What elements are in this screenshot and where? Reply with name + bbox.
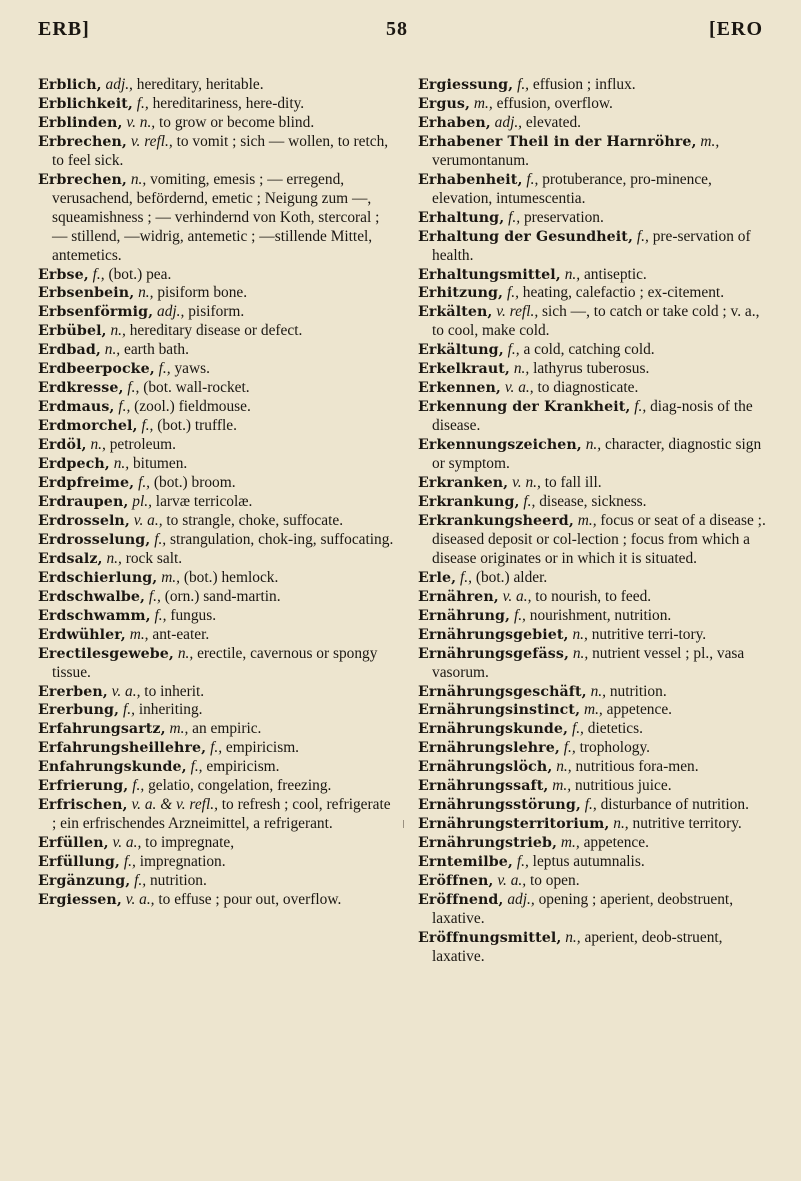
entry-definition: nourishment, nutrition. (529, 606, 672, 624)
entry-headword: Erdwühler, (38, 626, 126, 643)
entry-headword: Ernährungsgefäss, (418, 645, 569, 662)
dictionary-entry (38, 626, 394, 645)
entry-definition: nutritious fora-men. (575, 758, 699, 776)
running-head-left: ERB] (38, 18, 90, 40)
dictionary-entry (418, 853, 766, 872)
dictionary-entry (38, 872, 394, 891)
dictionary-entry (418, 341, 766, 360)
entry-definition: (bot.) broom. (153, 474, 236, 492)
dictionary-entry (418, 95, 766, 114)
dictionary-entry (38, 455, 394, 474)
entry-definition: preservation. (523, 208, 604, 226)
dictionary-entry (418, 834, 766, 853)
entry-definition: to grow or become blind. (159, 113, 315, 131)
dictionary-entry (418, 266, 766, 285)
dictionary-entry (38, 796, 394, 834)
entry-headword: Erkennungszeichen, (418, 437, 582, 454)
entry-grammar: n., (590, 682, 606, 700)
entry-definition: antiseptic. (583, 265, 647, 283)
entry-headword: Erbrechen, (38, 133, 127, 150)
entry-grammar: m., (473, 94, 493, 112)
entry-definition: ant-eater. (152, 625, 210, 643)
entry-definition: nutrition. (149, 872, 207, 890)
entry-headword: Erkennung der Krankheit, (418, 399, 631, 416)
entry-grammar: n., (113, 455, 130, 473)
dictionary-entry (418, 76, 766, 95)
dictionary-entry (38, 303, 394, 322)
entry-headword: Erdbeerpocke, (38, 361, 155, 378)
entry-grammar: m., (552, 777, 572, 795)
dictionary-entry (38, 853, 394, 872)
column-divider-mark (403, 820, 404, 828)
dictionary-entry (38, 436, 394, 455)
entry-headword: Erkranken, (418, 475, 509, 492)
dictionary-entry (38, 588, 394, 607)
entry-headword: Ererben, (38, 683, 108, 700)
entry-grammar: v. a., (133, 511, 163, 529)
dictionary-entry (418, 796, 766, 815)
entry-headword: Erdpfreime, (38, 475, 135, 492)
entry-definition: pisiform. (188, 303, 245, 321)
entry-definition: opening ; aperient, deobstruent, laxative. (432, 890, 734, 927)
entry-headword: Erhabener Theil in der Harnröhre, (418, 133, 697, 150)
entry-definition: appetence. (606, 701, 673, 719)
entry-headword: Erhitzung, (418, 285, 504, 302)
entry-definition: hereditary, heritable. (136, 76, 264, 93)
dictionary-entry (418, 929, 766, 967)
entry-grammar: f., (636, 227, 649, 245)
entry-headword: Erfahrungsartz, (38, 721, 166, 738)
entry-headword: Ergiessen, (38, 891, 122, 908)
entry-definition: dietetics. (587, 720, 643, 738)
entry-grammar: pl., (132, 492, 152, 510)
entry-headword: Erfrierung, (38, 778, 129, 795)
entry-definition: rock salt. (125, 549, 183, 567)
entry-definition: lathyrus tuberosus. (533, 360, 650, 378)
entry-grammar: v. n., (512, 474, 541, 492)
entry-definition: empiricism. (206, 758, 280, 776)
entry-headword: Erfüllung, (38, 854, 120, 871)
entry-headword: Erbübel, (38, 323, 107, 340)
left-column (38, 76, 394, 910)
entry-headword: Erdsalz, (38, 550, 103, 567)
dictionary-entry (418, 739, 766, 758)
dictionary-entry (38, 341, 394, 360)
entry-grammar: n., (106, 549, 122, 567)
entry-headword: Erectilesgewebe, (38, 645, 174, 662)
entry-headword: Erntemilbe, (418, 854, 513, 871)
entry-grammar: f., (513, 606, 526, 624)
entry-grammar: n., (90, 436, 106, 454)
dictionary-entry (418, 626, 766, 645)
dictionary-entry (38, 493, 394, 512)
entry-grammar: n., (556, 758, 572, 776)
entry-grammar: adj., (105, 76, 133, 93)
entry-definition: nutrient vessel ; pl., vasa vasorum. (432, 644, 745, 681)
entry-headword: Ernährung, (418, 607, 511, 624)
entry-grammar: f., (154, 606, 167, 624)
entry-headword: Erdschwalbe, (38, 588, 146, 605)
entry-grammar: adj., (157, 303, 185, 321)
entry-definition: (bot.) pea. (108, 265, 172, 283)
entry-definition: (bot.) truffle. (157, 417, 237, 435)
entry-headword: Ergänzung, (38, 873, 131, 890)
entry-headword: Erhaltung, (418, 209, 505, 226)
entry-headword: Ernährungsgebiet, (418, 626, 569, 643)
entry-headword: Erdrosselung, (38, 531, 151, 548)
dictionary-entry (418, 872, 766, 891)
entry-grammar: n., (565, 928, 581, 946)
entry-headword: Ergiessung, (418, 77, 514, 93)
entry-grammar: n., (564, 265, 581, 283)
dictionary-entry (418, 607, 766, 626)
dictionary-entry (418, 891, 766, 929)
dictionary-entry (38, 284, 394, 303)
entry-grammar: f., (563, 739, 576, 757)
entry-grammar: f., (523, 492, 536, 510)
dictionary-entry (418, 569, 766, 588)
entry-headword: Ererbung, (38, 702, 120, 719)
entry-headword: Ernährungsstörung, (418, 797, 581, 814)
entry-headword: Erkältung, (418, 342, 504, 359)
dictionary-entry (38, 114, 394, 133)
entry-headword: Erdmaus, (38, 399, 115, 416)
entry-definition: disease, sickness. (539, 492, 647, 510)
entry-headword: Erhabenheit, (418, 171, 523, 188)
entry-definition: (bot.) alder. (475, 568, 548, 586)
entry-definition: diag-nosis of the disease. (432, 398, 753, 435)
entry-grammar: n., (110, 322, 126, 340)
dictionary-entry (418, 588, 766, 607)
entry-definition: nutritive terri-tory. (591, 625, 707, 643)
entry-grammar: f., (158, 360, 171, 378)
entry-definition: impregnation. (139, 853, 226, 871)
dictionary-entry (38, 569, 394, 588)
dictionary-entry (418, 645, 766, 683)
entry-definition: nutrition. (609, 682, 667, 700)
entry-definition: gelatio, congelation, freezing. (148, 777, 332, 795)
entry-definition: vomiting, emesis ; — erregend, verusachend, befördernd, emetic ; Neigung zum —, squeamishness ; — verhindernd von Koth, stercoral ; — stillend, —widrig, antemetic ; —stillende Mittel, antemetics. (52, 170, 380, 264)
entry-definition: (orn.) sand-martin. (164, 587, 281, 605)
entry-definition: to vomit ; sich — wollen, to retch, to feel sick. (52, 132, 389, 169)
entry-grammar: f., (154, 530, 167, 548)
dictionary-entry (38, 360, 394, 379)
dictionary-entry (38, 645, 394, 683)
entry-grammar: v. a., (497, 872, 527, 890)
entry-grammar: n., (138, 284, 154, 302)
entry-grammar: v. a., (504, 379, 534, 397)
entry-headword: Ernährungstrieb, (418, 835, 558, 852)
entry-definition: pre-servation of health. (432, 227, 751, 264)
entry-definition: earth bath. (124, 341, 189, 359)
entry-definition: to effuse ; pour out, overflow. (158, 890, 342, 908)
entry-definition: hereditary disease or defect. (129, 322, 303, 340)
entry-headword: Erhaben, (418, 114, 491, 131)
entry-definition: effusion, overflow. (496, 94, 613, 112)
entry-headword: Erdschwamm, (38, 607, 151, 624)
entry-headword: Erdschierlung, (38, 569, 158, 586)
entry-definition: yaws. (174, 360, 210, 378)
entry-headword: Ergus, (418, 95, 471, 112)
dictionary-entry (418, 436, 766, 474)
entry-definition: character, diagnostic sign or symptom. (432, 436, 762, 473)
entry-headword: Ernährungsterritorium, (418, 816, 610, 833)
entry-grammar: n., (572, 625, 588, 643)
page-number: 58 (386, 18, 408, 40)
dictionary-entry (418, 512, 766, 569)
entry-grammar: f., (507, 341, 520, 359)
entry-grammar: adj., (507, 890, 535, 908)
entry-headword: Erdöl, (38, 437, 87, 454)
entry-grammar: f., (460, 568, 472, 586)
entry-headword: Erdpech, (38, 456, 110, 473)
entry-grammar: n., (513, 360, 530, 378)
entry-definition: a cold, catching cold. (523, 341, 655, 359)
entry-grammar: f., (138, 474, 151, 492)
dictionary-entry (38, 739, 394, 758)
entry-grammar: v. a., (502, 587, 532, 605)
entry-definition: focus or seat of a disease ;. diseased deposit or col-lection ; focus from which a disease originates or in which it is situated. (432, 511, 766, 567)
entry-headword: Erkelkraut, (418, 361, 510, 378)
entry-grammar: f., (148, 587, 161, 605)
entry-grammar: f., (132, 777, 145, 795)
entry-grammar: f., (508, 208, 521, 226)
entry-definition: to refresh ; cool, refrigerate ; ein erfrischendes Arzneimittel, a refrigerant. (52, 796, 391, 833)
dictionary-entry (418, 379, 766, 398)
entry-definition: to fall ill. (544, 474, 602, 492)
dictionary-entry (38, 683, 394, 702)
entry-definition: to impregnate, (145, 834, 235, 852)
entry-headword: Erkrankungsheerd, (418, 512, 574, 529)
entry-definition: an empiric. (192, 720, 262, 738)
entry-headword: Erle, (418, 569, 457, 586)
entry-definition: aperient, deob-struent, laxative. (432, 928, 723, 965)
dictionary-entry (38, 474, 394, 493)
entry-grammar: n., (572, 644, 589, 662)
entry-grammar: v. a., (111, 682, 141, 700)
entry-headword: Ernährungslehre, (418, 740, 560, 757)
entry-grammar: n., (585, 436, 602, 454)
dictionary-entry (418, 114, 766, 133)
entry-grammar: adj., (494, 113, 523, 131)
entry-grammar: f., (92, 265, 105, 283)
entry-definition: to diagnosticate. (537, 379, 639, 397)
dictionary-entry (418, 171, 766, 209)
entry-headword: Eröffnend, (418, 891, 504, 908)
entry-grammar: f., (571, 720, 584, 738)
entry-headword: Erdrosseln, (38, 512, 130, 529)
entry-headword: Erhaltung der Gesundheit, (418, 228, 633, 245)
entry-grammar: f., (127, 379, 140, 397)
dictionary-entry (418, 209, 766, 228)
dictionary-entry (38, 133, 394, 171)
dictionary-entry (38, 607, 394, 626)
entry-grammar: f., (517, 76, 530, 93)
entry-definition: effusion ; influx. (532, 76, 636, 93)
entry-grammar: n., (104, 341, 121, 359)
entry-grammar: f., (526, 170, 539, 188)
entry-definition: inheriting. (138, 701, 203, 719)
entry-grammar: m., (583, 701, 603, 719)
entry-headword: Eröffnen, (418, 873, 494, 890)
entry-definition: (zool.) fieldmouse. (134, 398, 251, 416)
entry-definition: petroleum. (109, 436, 176, 454)
entry-grammar: f., (516, 853, 529, 871)
entry-headword: Enfahrungskunde, (38, 759, 187, 776)
dictionary-entry (38, 417, 394, 436)
entry-grammar: f., (506, 284, 519, 302)
entry-grammar: f., (634, 398, 647, 416)
entry-headword: Erdmorchel, (38, 418, 138, 435)
dictionary-entry (38, 398, 394, 417)
entry-headword: Ernährungssaft, (418, 778, 549, 795)
dictionary-entry (418, 815, 766, 834)
entry-definition: (bot. wall-rocket. (143, 379, 250, 397)
entry-grammar: m., (577, 511, 597, 529)
entry-grammar: f., (136, 94, 149, 112)
dictionary-entry (418, 683, 766, 702)
entry-headword: Eröffnungsmittel, (418, 929, 562, 946)
entry-definition: pisiform bone. (157, 284, 248, 302)
entry-grammar: f., (210, 739, 223, 757)
dictionary-entry (418, 701, 766, 720)
dictionary-entry (418, 228, 766, 266)
entry-headword: Erkälten, (418, 304, 493, 321)
entry-grammar: n., (613, 815, 629, 833)
entry-headword: Erfüllen, (38, 835, 109, 852)
entry-grammar: v. a., (112, 834, 142, 852)
entry-headword: Erbsenförmig, (38, 304, 154, 321)
entry-grammar: v. n., (126, 113, 156, 131)
dictionary-entry (38, 171, 394, 266)
entry-grammar: f., (123, 853, 136, 871)
entry-grammar: m., (169, 720, 189, 738)
entry-headword: Ernährungslöch, (418, 759, 553, 776)
entry-headword: Erhaltungsmittel, (418, 266, 561, 283)
entry-headword: Erkrankung, (418, 493, 520, 510)
dictionary-entry (38, 550, 394, 569)
entry-definition: to open. (529, 872, 580, 890)
entry-grammar: v. a., (125, 890, 155, 908)
entry-headword: Erkennen, (418, 380, 501, 397)
dictionary-entry (418, 777, 766, 796)
entry-definition: empiricism. (225, 739, 300, 757)
entry-definition: protuberance, pro-minence, elevation, intumescentia. (432, 170, 712, 207)
entry-definition: to nourish, to feed. (535, 587, 652, 605)
entry-grammar: f., (118, 398, 131, 416)
entry-headword: Erdkresse, (38, 380, 124, 397)
dictionary-entry (418, 360, 766, 379)
entry-definition: sich —, to catch or take cold ; v. a., to cool, make cold. (432, 303, 760, 340)
entry-grammar: f., (134, 872, 147, 890)
entry-grammar: f., (122, 701, 135, 719)
entry-definition: nutritious juice. (574, 777, 672, 795)
dictionary-entry (38, 701, 394, 720)
entry-grammar: n., (130, 170, 147, 188)
entry-grammar: n., (177, 644, 194, 662)
entry-definition: hereditariness, here-dity. (152, 94, 305, 112)
entry-grammar: f., (141, 417, 154, 435)
entry-headword: Ernährungsgeschäft, (418, 683, 587, 700)
entry-definition: strangulation, chok-ing, suffocating. (170, 530, 394, 548)
entry-definition: verumontanum. (432, 151, 530, 169)
entry-headword: Erfrischen, (38, 797, 128, 814)
dictionary-entry (38, 266, 394, 285)
entry-headword: Erdbad, (38, 342, 101, 359)
dictionary-entry (38, 322, 394, 341)
dictionary-entry (38, 891, 394, 910)
dictionary-entry (38, 720, 394, 739)
dictionary-entry (418, 133, 766, 171)
entry-grammar: m., (161, 568, 180, 586)
entry-headword: Erblichkeit, (38, 95, 133, 112)
entry-definition: nutritive territory. (632, 815, 742, 833)
dictionary-entry (418, 398, 766, 436)
entry-grammar: v. refl., (130, 132, 173, 150)
entry-grammar: m., (560, 834, 580, 852)
entry-definition: erectile, cavernous or spongy tissue. (52, 644, 378, 681)
dictionary-entry (38, 834, 394, 853)
entry-headword: Erbse, (38, 266, 89, 283)
entry-definition: to inherit. (144, 682, 205, 700)
dictionary-entry (418, 493, 766, 512)
dictionary-entry (38, 512, 394, 531)
entry-definition: appetence. (583, 834, 649, 852)
entry-grammar: m., (129, 625, 149, 643)
entry-definition: trophology. (579, 739, 651, 757)
entry-grammar: f., (584, 796, 597, 814)
dictionary-entry (38, 95, 394, 114)
entry-definition: heating, calefactio ; ex-citement. (522, 284, 725, 302)
running-head-right: [ERO (709, 18, 763, 40)
entry-grammar: m., (700, 132, 720, 150)
entry-headword: Erbsenbein, (38, 285, 135, 302)
entry-headword: Erbrechen, (38, 171, 127, 188)
dictionary-entry (418, 284, 766, 303)
entry-definition: disturbance of nutrition. (600, 796, 749, 814)
entry-headword: Ernähren, (418, 588, 499, 605)
entry-grammar: v. a. & v. refl., (131, 796, 218, 814)
entry-headword: Erfahrungsheillehre, (38, 740, 207, 757)
entry-grammar: v. refl., (496, 303, 539, 321)
entry-headword: Erdraupen, (38, 493, 129, 510)
dictionary-entry (418, 303, 766, 341)
entry-definition: elevated. (525, 113, 582, 131)
entry-definition: leptus autumnalis. (532, 853, 645, 871)
dictionary-entry (38, 777, 394, 796)
entry-headword: Erblich, (38, 77, 102, 93)
dictionary-entry (38, 379, 394, 398)
dictionary-entry (38, 76, 394, 95)
entry-definition: larvæ terricolæ. (155, 492, 253, 510)
dictionary-entry (38, 531, 394, 550)
entry-headword: Erblinden, (38, 114, 123, 131)
entry-definition: fungus. (170, 606, 217, 624)
dictionary-entry (418, 758, 766, 777)
entry-headword: Ernährungskunde, (418, 721, 569, 738)
dictionary-entry (38, 758, 394, 777)
entry-definition: bitumen. (132, 455, 188, 473)
entry-definition: to strangle, choke, suffocate. (166, 511, 344, 529)
entry-headword: Ernährungsinstinct, (418, 702, 581, 719)
entry-grammar: f., (190, 758, 203, 776)
dictionary-entry (418, 474, 766, 493)
dictionary-entry (418, 720, 766, 739)
entry-definition: (bot.) hemlock. (183, 568, 279, 586)
right-column (418, 76, 766, 967)
